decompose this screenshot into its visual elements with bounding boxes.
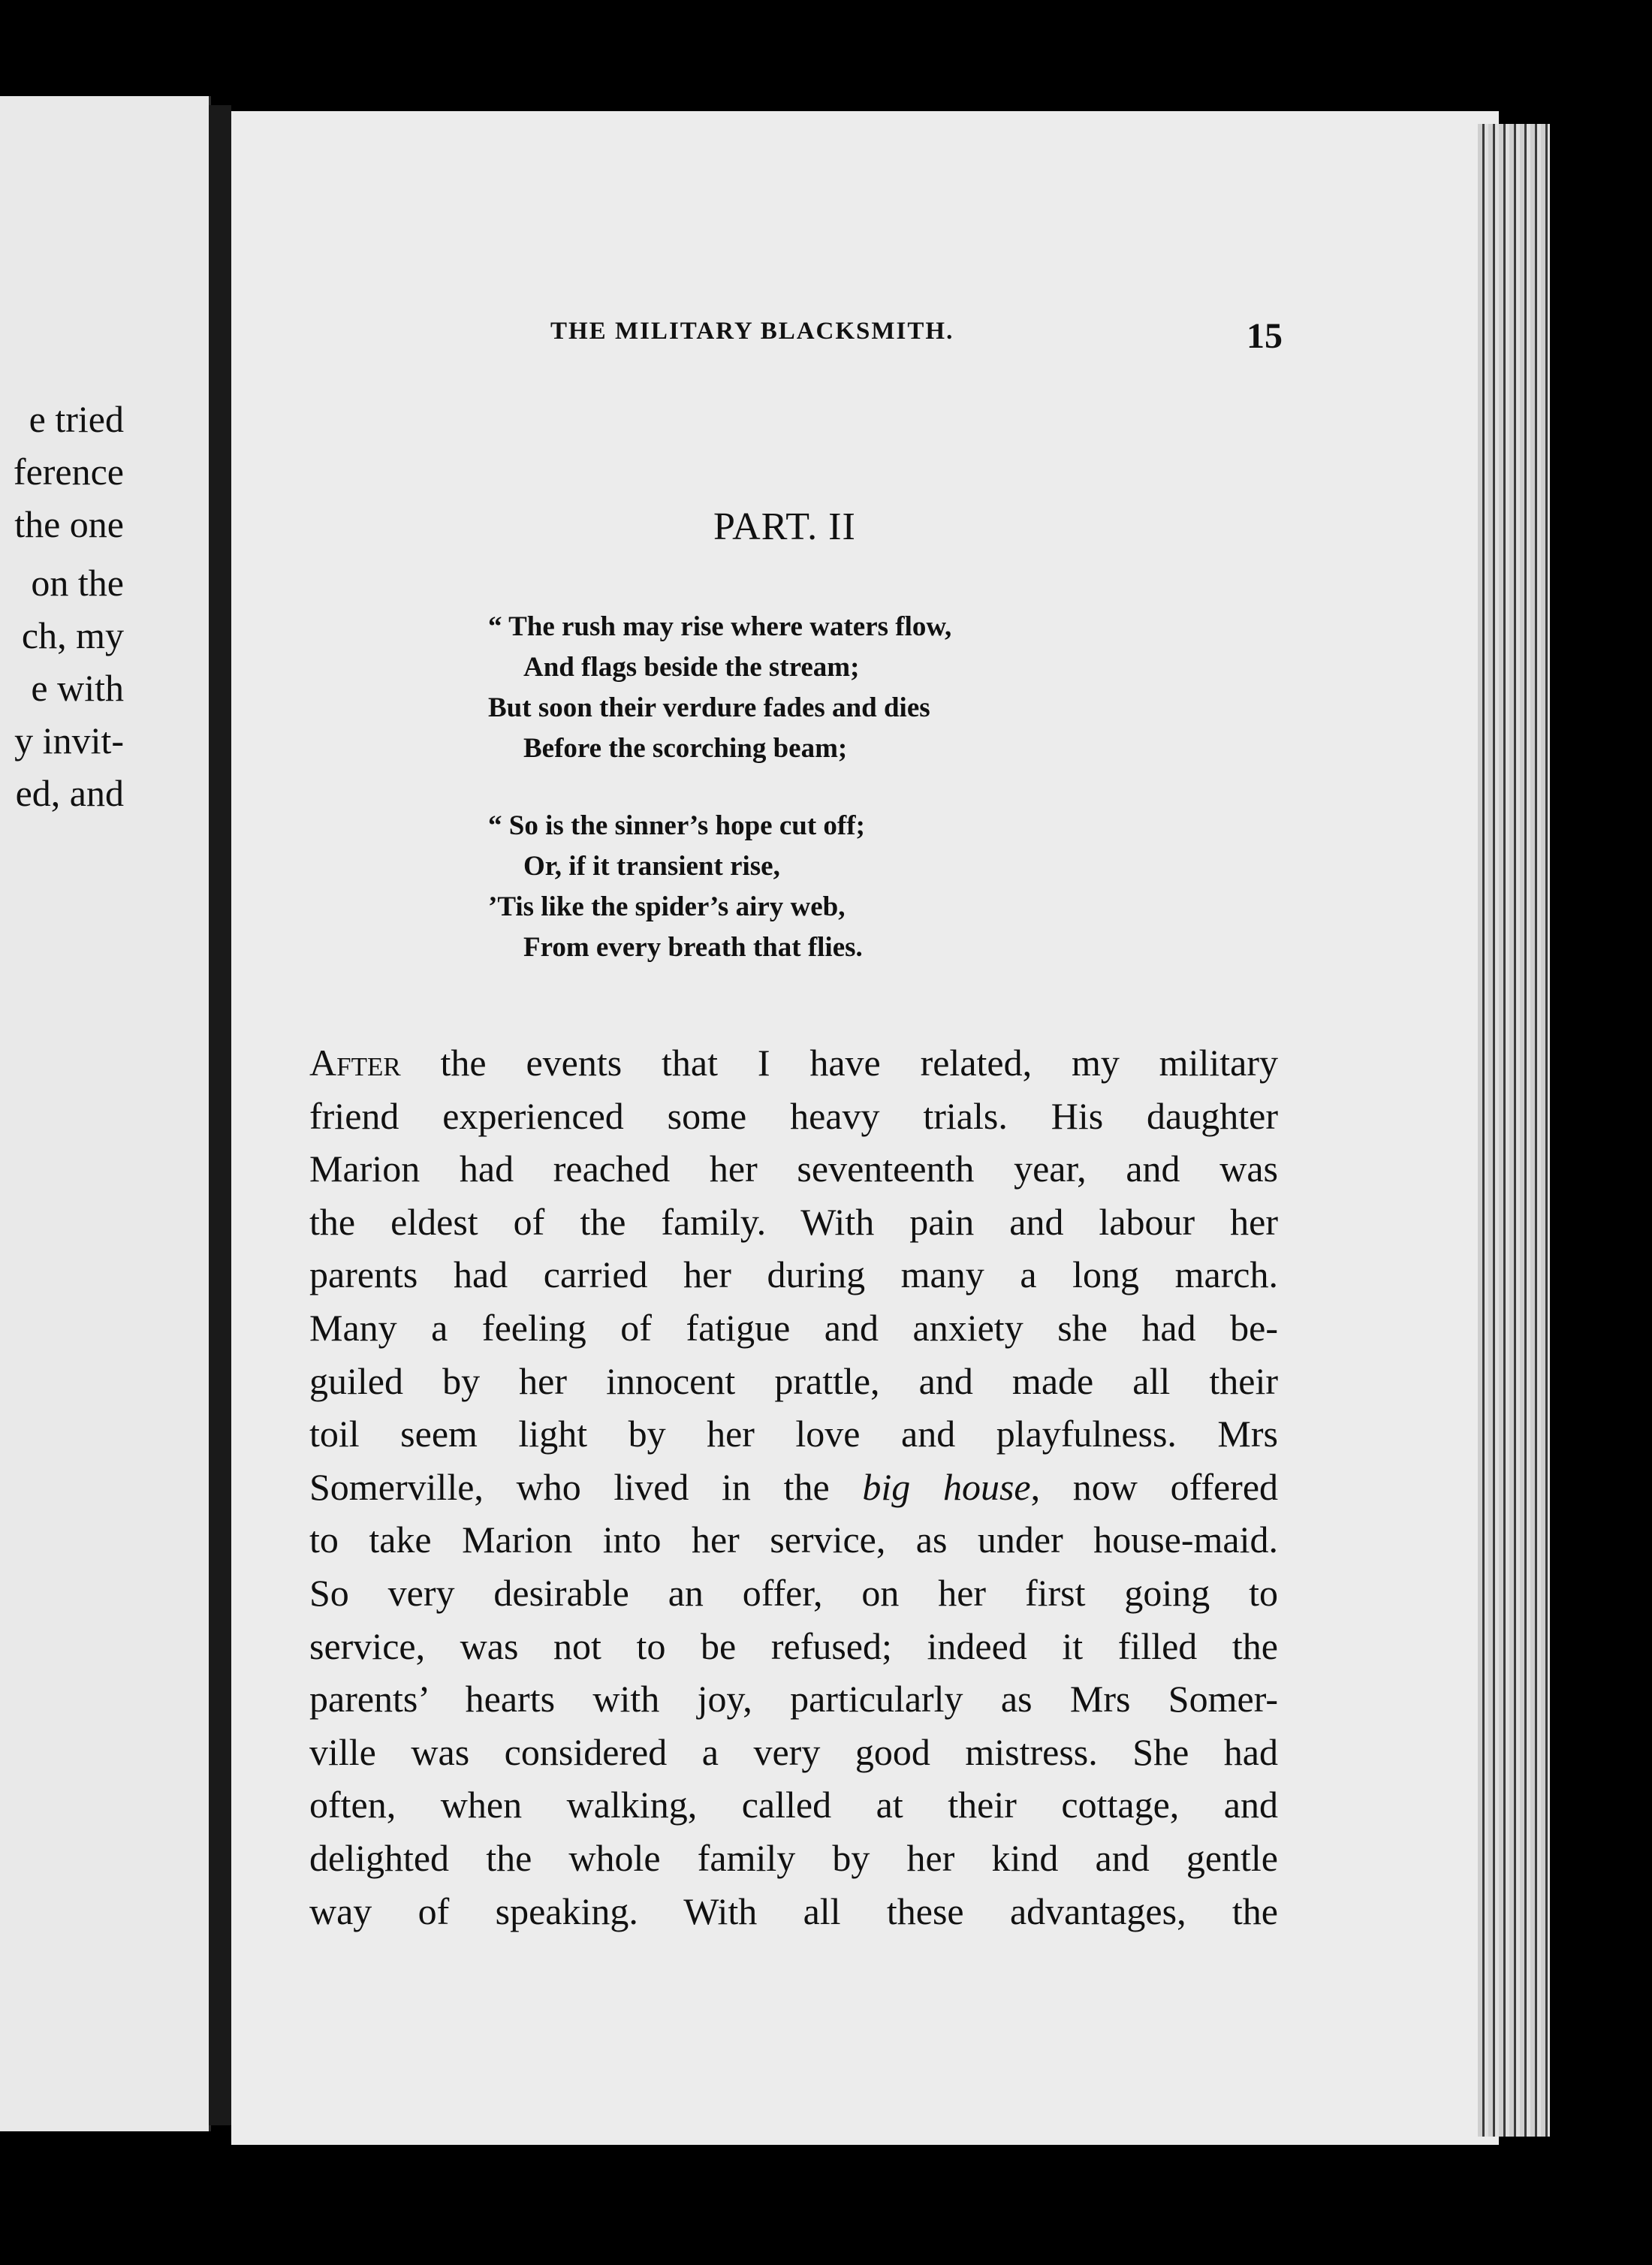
epigraph-line: “ The rush may rise where waters flow,: [488, 611, 952, 642]
left-line: on the: [31, 562, 124, 604]
epigraph-line: ’Tis like the spider’s airy web,: [488, 891, 846, 922]
body-line: friend experienced some heavy trials. His daughter: [309, 1094, 1278, 1137]
left-line: e tried: [29, 398, 124, 440]
epigraph-line: But soon their verdure fades and dies: [488, 692, 930, 723]
body-line: Marion had reached her seventeenth year, and was: [309, 1148, 1278, 1190]
body-line: often, when walking, called at their cottage, and: [309, 1784, 1278, 1826]
body-line: service, was not to be refused; indeed it filled the: [309, 1624, 1278, 1667]
body-line: [309, 1461, 1278, 1514]
body-paragraph: [309, 1036, 1278, 1938]
left-line: ed, and: [15, 772, 124, 814]
left-page-text-fragments: [0, 393, 124, 819]
body-line: parents had carried her during many a long march.: [309, 1253, 1278, 1296]
italic-phrase: big house: [862, 1465, 1031, 1508]
body-line-text: , now offered: [1030, 1465, 1279, 1508]
epigraph-line: And flags beside the stream;: [523, 652, 860, 683]
page-edges: [1478, 124, 1550, 2137]
epigraph-line: Or, if it transient rise,: [523, 851, 780, 882]
body-line-text: Somerville, who lived in the: [309, 1465, 863, 1508]
left-line: e with: [31, 667, 124, 709]
body-line: guiled by her innocent prattle, and made all their: [309, 1359, 1278, 1402]
left-line: the one: [14, 503, 124, 545]
epigraph-line: From every breath that flies.: [523, 932, 863, 963]
epigraph-poem: [488, 607, 951, 968]
body-line: toil seem light by her love and playfulness. Mrs: [309, 1413, 1278, 1455]
epigraph-line: “ So is the sinner’s hope cut off;: [488, 810, 865, 841]
body-line: [309, 1036, 1278, 1090]
body-line: ville was considered a very good mistress. She had: [309, 1730, 1278, 1773]
body-line: parents’ hearts with joy, particularly as Mrs Somer-: [309, 1678, 1278, 1721]
body-line: delighted the whole family by her kind and gentle: [309, 1836, 1278, 1879]
epigraph-line: Before the scorching beam;: [523, 733, 848, 764]
body-line-text: the events that I have related, my military: [400, 1042, 1278, 1084]
body-line: to take Marion into her service, as under house-maid.: [309, 1519, 1278, 1561]
body-line: So very desirable an offer, on her first going to: [309, 1571, 1278, 1614]
book-gutter: [209, 105, 231, 2125]
left-line: ference: [13, 451, 124, 493]
running-head: THE MILITARY BLACKSMITH.: [550, 318, 954, 345]
body-line: Many a feeling of fatigue and anxiety she had be-: [309, 1306, 1278, 1349]
part-heading: PART. II: [713, 505, 856, 548]
body-line: way of speaking. With all these advantages, the: [309, 1890, 1278, 1932]
left-line: ch, my: [21, 614, 124, 656]
left-page: [0, 96, 211, 2131]
page-number: 15: [1247, 316, 1283, 356]
opening-word: After: [309, 1042, 401, 1084]
body-line: the eldest of the family. With pain and labour her: [309, 1200, 1278, 1243]
left-line: y invit-: [14, 719, 124, 762]
